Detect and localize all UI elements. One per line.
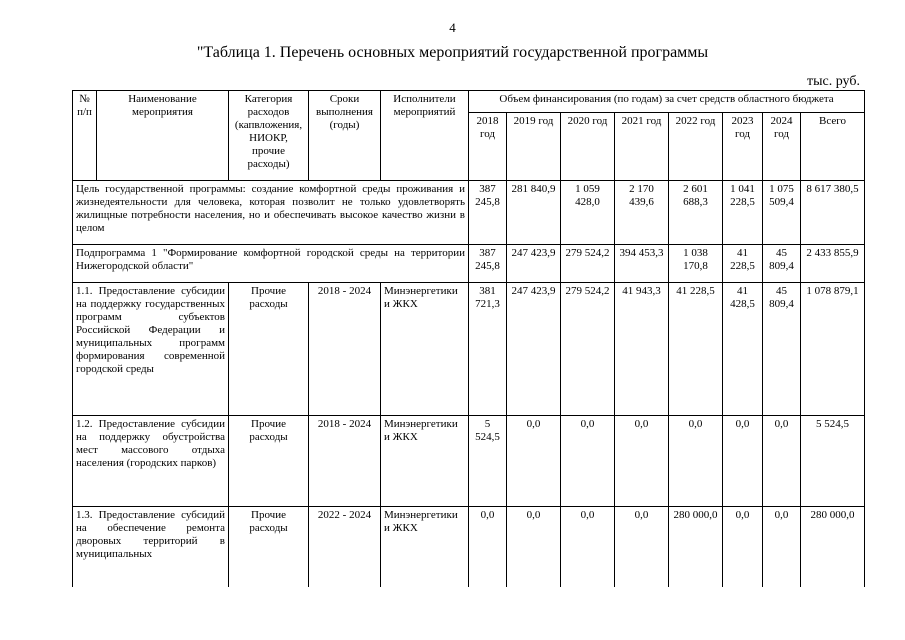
activity-value: 279 524,2 (561, 283, 615, 416)
activity-category: Прочие расходы (229, 416, 309, 507)
activity-value: 45 809,4 (763, 283, 801, 416)
activity-value: 381 721,3 (469, 283, 507, 416)
header-name: Наименование мероприятия (97, 91, 229, 181)
activity-executor: Минэнергетики и ЖКХ (381, 507, 469, 587)
goal-value: 1 041 228,5 (723, 181, 763, 245)
subprogram-text: Подпрограмма 1 "Формирование комфортной городской среды на территории Нижегородской области" (73, 245, 469, 283)
activity-value: 0,0 (723, 507, 763, 587)
header-year: 2023 год (723, 113, 763, 181)
activity-terms: 2018 - 2024 (309, 283, 381, 416)
activity-total: 5 524,5 (801, 416, 865, 507)
goal-value: 281 840,9 (507, 181, 561, 245)
page-number: 4 (449, 20, 456, 35)
header-year: 2024 год (763, 113, 801, 181)
header-year: 2021 год (615, 113, 669, 181)
goal-total: 8 617 380,5 (801, 181, 865, 245)
activity-value: 0,0 (669, 416, 723, 507)
activity-total: 280 000,0 (801, 507, 865, 587)
table-row (73, 416, 865, 507)
activity-value: 280 000,0 (669, 507, 723, 587)
table-row (73, 507, 865, 587)
activity-terms: 2022 - 2024 (309, 507, 381, 587)
activity-value: 0,0 (507, 507, 561, 587)
activity-name: 1.2. Предоставление субсидии на поддержку обустройства мест массового отдыха населения (городских парков) (73, 416, 229, 507)
header-year: 2018 год (469, 113, 507, 181)
subprogram-row (73, 245, 865, 283)
activity-value: 41 428,5 (723, 283, 763, 416)
activity-total: 1 078 879,1 (801, 283, 865, 416)
subprogram-value: 387 245,8 (469, 245, 507, 283)
goal-value: 1 075 509,4 (763, 181, 801, 245)
subprogram-value: 394 453,3 (615, 245, 669, 283)
activity-value: 0,0 (469, 507, 507, 587)
subprogram-value: 279 524,2 (561, 245, 615, 283)
units-label: тыс. руб. (807, 74, 860, 89)
header-total: Всего (801, 113, 865, 181)
activity-category: Прочие расходы (229, 283, 309, 416)
activity-value: 0,0 (763, 416, 801, 507)
header-year: 2019 год (507, 113, 561, 181)
subprogram-value: 247 423,9 (507, 245, 561, 283)
header-category: Категория расходов (капвложения, НИОКР, прочие расходы) (229, 91, 309, 181)
activity-value: 41 943,3 (615, 283, 669, 416)
goal-row (73, 181, 865, 245)
subprogram-total: 2 433 855,9 (801, 245, 865, 283)
activity-value: 0,0 (615, 507, 669, 587)
header-terms: Сроки выполнения (годы) (309, 91, 381, 181)
activity-value: 0,0 (763, 507, 801, 587)
activity-executor: Минэнергетики и ЖКХ (381, 283, 469, 416)
header-num: № п/п (73, 91, 97, 181)
subprogram-value: 45 809,4 (763, 245, 801, 283)
table-title: "Таблица 1. Перечень основных мероприятий государственной программы (196, 44, 709, 61)
activity-value: 0,0 (561, 507, 615, 587)
activity-value: 41 228,5 (669, 283, 723, 416)
subprogram-value: 1 038 170,8 (669, 245, 723, 283)
header-year: 2022 год (669, 113, 723, 181)
activity-value: 247 423,9 (507, 283, 561, 416)
header-year: 2020 год (561, 113, 615, 181)
header-executors: Исполнители мероприятий (381, 91, 469, 181)
table-row (73, 283, 865, 416)
subprogram-value: 41 228,5 (723, 245, 763, 283)
activity-value: 5 524,5 (469, 416, 507, 507)
activity-value: 0,0 (723, 416, 763, 507)
goal-value: 387 245,8 (469, 181, 507, 245)
program-table (72, 90, 865, 587)
header-funding: Объем финансирования (по годам) за счет средств областного бюджета (469, 91, 865, 113)
activity-terms: 2018 - 2024 (309, 416, 381, 507)
activity-value: 0,0 (615, 416, 669, 507)
activity-category: Прочие расходы (229, 507, 309, 587)
goal-value: 2 170 439,6 (615, 181, 669, 245)
activity-executor: Минэнергетики и ЖКХ (381, 416, 469, 507)
goal-text: Цель государственной программы: создание комфортной среды проживания и жизнедеятельности для человека, которая позволит не только удовлетворять жилищные потребности населения, но и обеспечивать высокое качество жизни в целом (73, 181, 469, 245)
activity-value: 0,0 (507, 416, 561, 507)
goal-value: 1 059 428,0 (561, 181, 615, 245)
activity-name: 1.1. Предоставление субсидии на поддержку государственных программ субъектов Российской Федерации и муниципальных программ формирования современной городской среды (73, 283, 229, 416)
activity-value: 0,0 (561, 416, 615, 507)
goal-value: 2 601 688,3 (669, 181, 723, 245)
activity-name: 1.3. Предоставление субсидий на обеспечение ремонта дворовых территорий в муниципальных (73, 507, 229, 587)
